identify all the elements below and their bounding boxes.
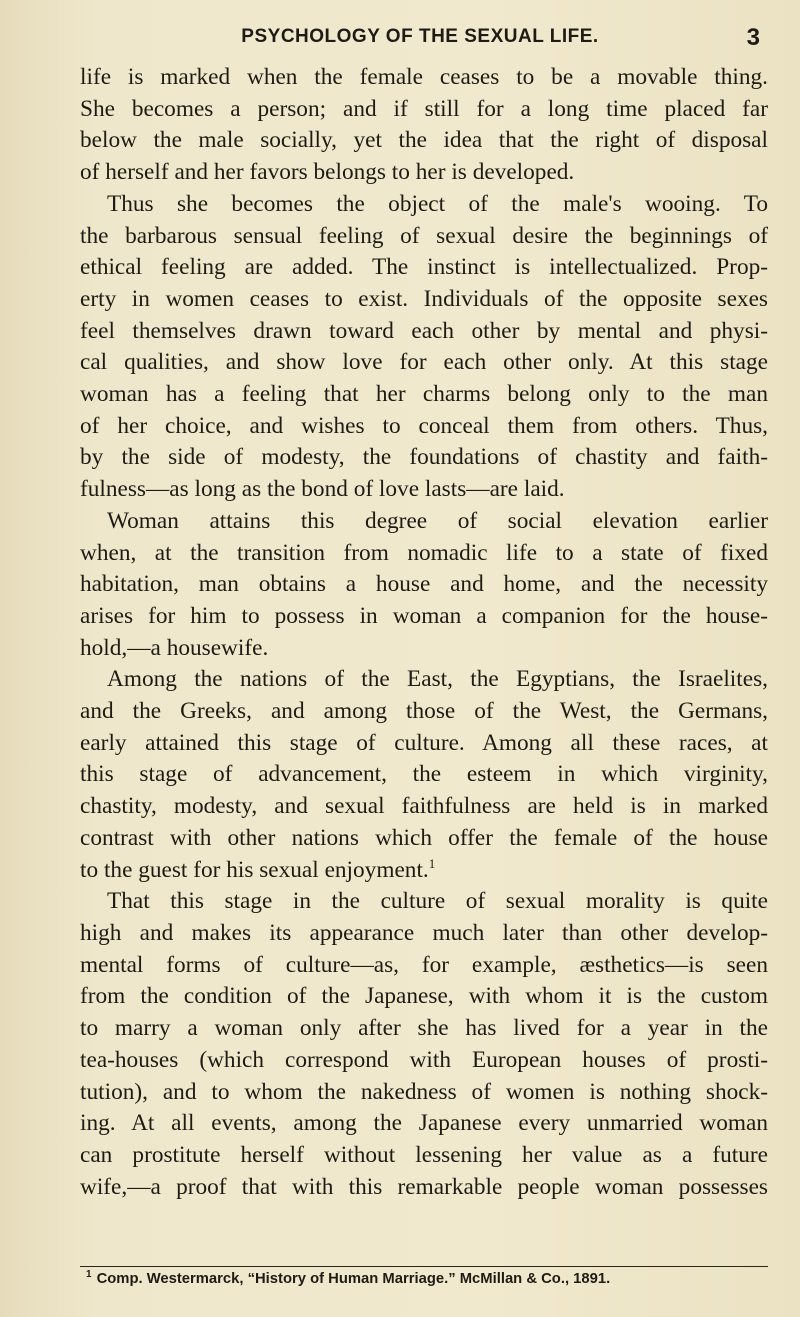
line-text: this stage of advancement, the esteem in which virginity, [80,761,768,788]
line-text: arises for him to possess in woman a companion for the house- [80,602,768,629]
text-line [80,379,768,411]
line-text: That this stage in the culture of sexual morality is quite [107,888,768,915]
text-line [80,728,768,760]
line-text: Thus she becomes the object of the male's wooing. To [107,190,768,217]
text-line [80,189,768,221]
line-text: Among the nations of the East, the Egyptians, the Israelites, [107,666,768,693]
line-text: Woman attains this degree of social elevation earlier [107,507,768,534]
line-text: ethical feeling are added. The instinct is intellectualized. Prop- [80,254,768,281]
line-text: mental forms of culture—as, for example, æsthetics—is seen [80,951,768,978]
footnote-mark: 1 [86,1269,92,1281]
line-text: life is marked when the female ceases to be a movable thing. [80,64,768,90]
page-number: 3 [746,24,760,51]
line-text: wife,—a proof that with this remarkable people woman possesses [80,1173,768,1200]
footnote-rule [80,1266,768,1267]
line-text: habitation, man obtains a house and home, and the necessity [80,571,768,598]
text-line [80,855,768,887]
text-line [80,664,768,696]
text-line [80,221,768,253]
text-line [80,1140,768,1172]
text-line [80,474,768,506]
line-text: by the side of modesty, the foundations of chastity and faith- [80,444,768,471]
text-line [80,506,768,538]
text-line [80,950,768,982]
text-line [80,125,768,157]
line-text: contrast with other nations which offer the female of the house [80,824,768,851]
line-text: She becomes a person; and if still for a long time placed far [80,95,768,122]
line-text: woman has a feeling that her charms belong only to the man [80,381,768,408]
text-line [80,633,768,665]
line-text: fulness—as long as the bond of love lasts—are laid. [80,476,565,503]
footnote-text: Comp. Westermarck, “History of Human Marriage.” McMillan & Co., 1891. [96,1271,611,1287]
line-text: the barbarous sensual feeling of sexual desire the beginnings of [80,222,768,249]
line-text: chastity, modesty, and sexual faithfulness are held is in marked [80,793,768,820]
text-line [80,823,768,855]
running-title: PSYCHOLOGY OF THE SEXUAL LIFE. [241,26,599,47]
text-line [80,252,768,284]
text-line [80,62,768,94]
text-line [80,696,768,728]
line-text: when, at the transition from nomadic life to a state of fixed [80,539,768,566]
line-text: feel themselves drawn toward each other by mental and physi- [80,317,768,344]
line-text: of herself and her favors belongs to her is developed. [80,159,575,186]
footnote-reference[interactable]: 1 [428,855,436,871]
footnote [80,1269,768,1289]
body-text [80,62,768,1203]
text-line [80,411,768,443]
line-text: tution), and to whom the nakedness of women is nothing shock- [80,1078,768,1105]
text-line [80,601,768,633]
text-line [80,1013,768,1045]
line-text: hold,—a housewife. [80,634,269,661]
line-text: and the Greeks, and among those of the West, the Germans, [80,698,768,725]
text-line [80,791,768,823]
line-text: ing. At all events, among the Japanese every unmarried woman [80,1110,768,1137]
text-line [80,94,768,126]
line-text: below the male socially, yet the idea that the right of disposal [80,127,768,154]
text-line [80,981,768,1013]
line-text: of her choice, and wishes to conceal them from others. Thus, [80,412,768,439]
text-line [80,284,768,316]
text-line [80,538,768,570]
text-line [80,1045,768,1077]
text-line [80,347,768,379]
line-text: to marry a woman only after she has lived for a year in the [80,1015,768,1042]
line-text: from the condition of the Japanese, with whom it is the custom [80,983,768,1010]
line-text: high and makes its appearance much later than other develop- [80,919,768,946]
text-line [80,569,768,601]
text-line [80,1108,768,1140]
text-line [80,918,768,950]
line-text: to the guest for his sexual enjoyment. [80,856,429,883]
text-line [80,442,768,474]
text-line [80,1172,768,1204]
line-text: cal qualities, and show love for each other only. At this stage [80,349,768,376]
line-text: erty in women ceases to exist. Individuals of the opposite sexes [80,285,768,312]
line-text: can prostitute herself without lessening her value as a future [80,1141,768,1168]
text-line [80,759,768,791]
running-head [80,26,760,56]
line-text: early attained this stage of culture. Among all these races, at [80,729,768,756]
text-line [80,886,768,918]
line-text: tea-houses (which correspond with European houses of prosti- [80,1046,768,1073]
text-line [80,316,768,348]
text-line [80,157,768,189]
text-line [80,1077,768,1109]
